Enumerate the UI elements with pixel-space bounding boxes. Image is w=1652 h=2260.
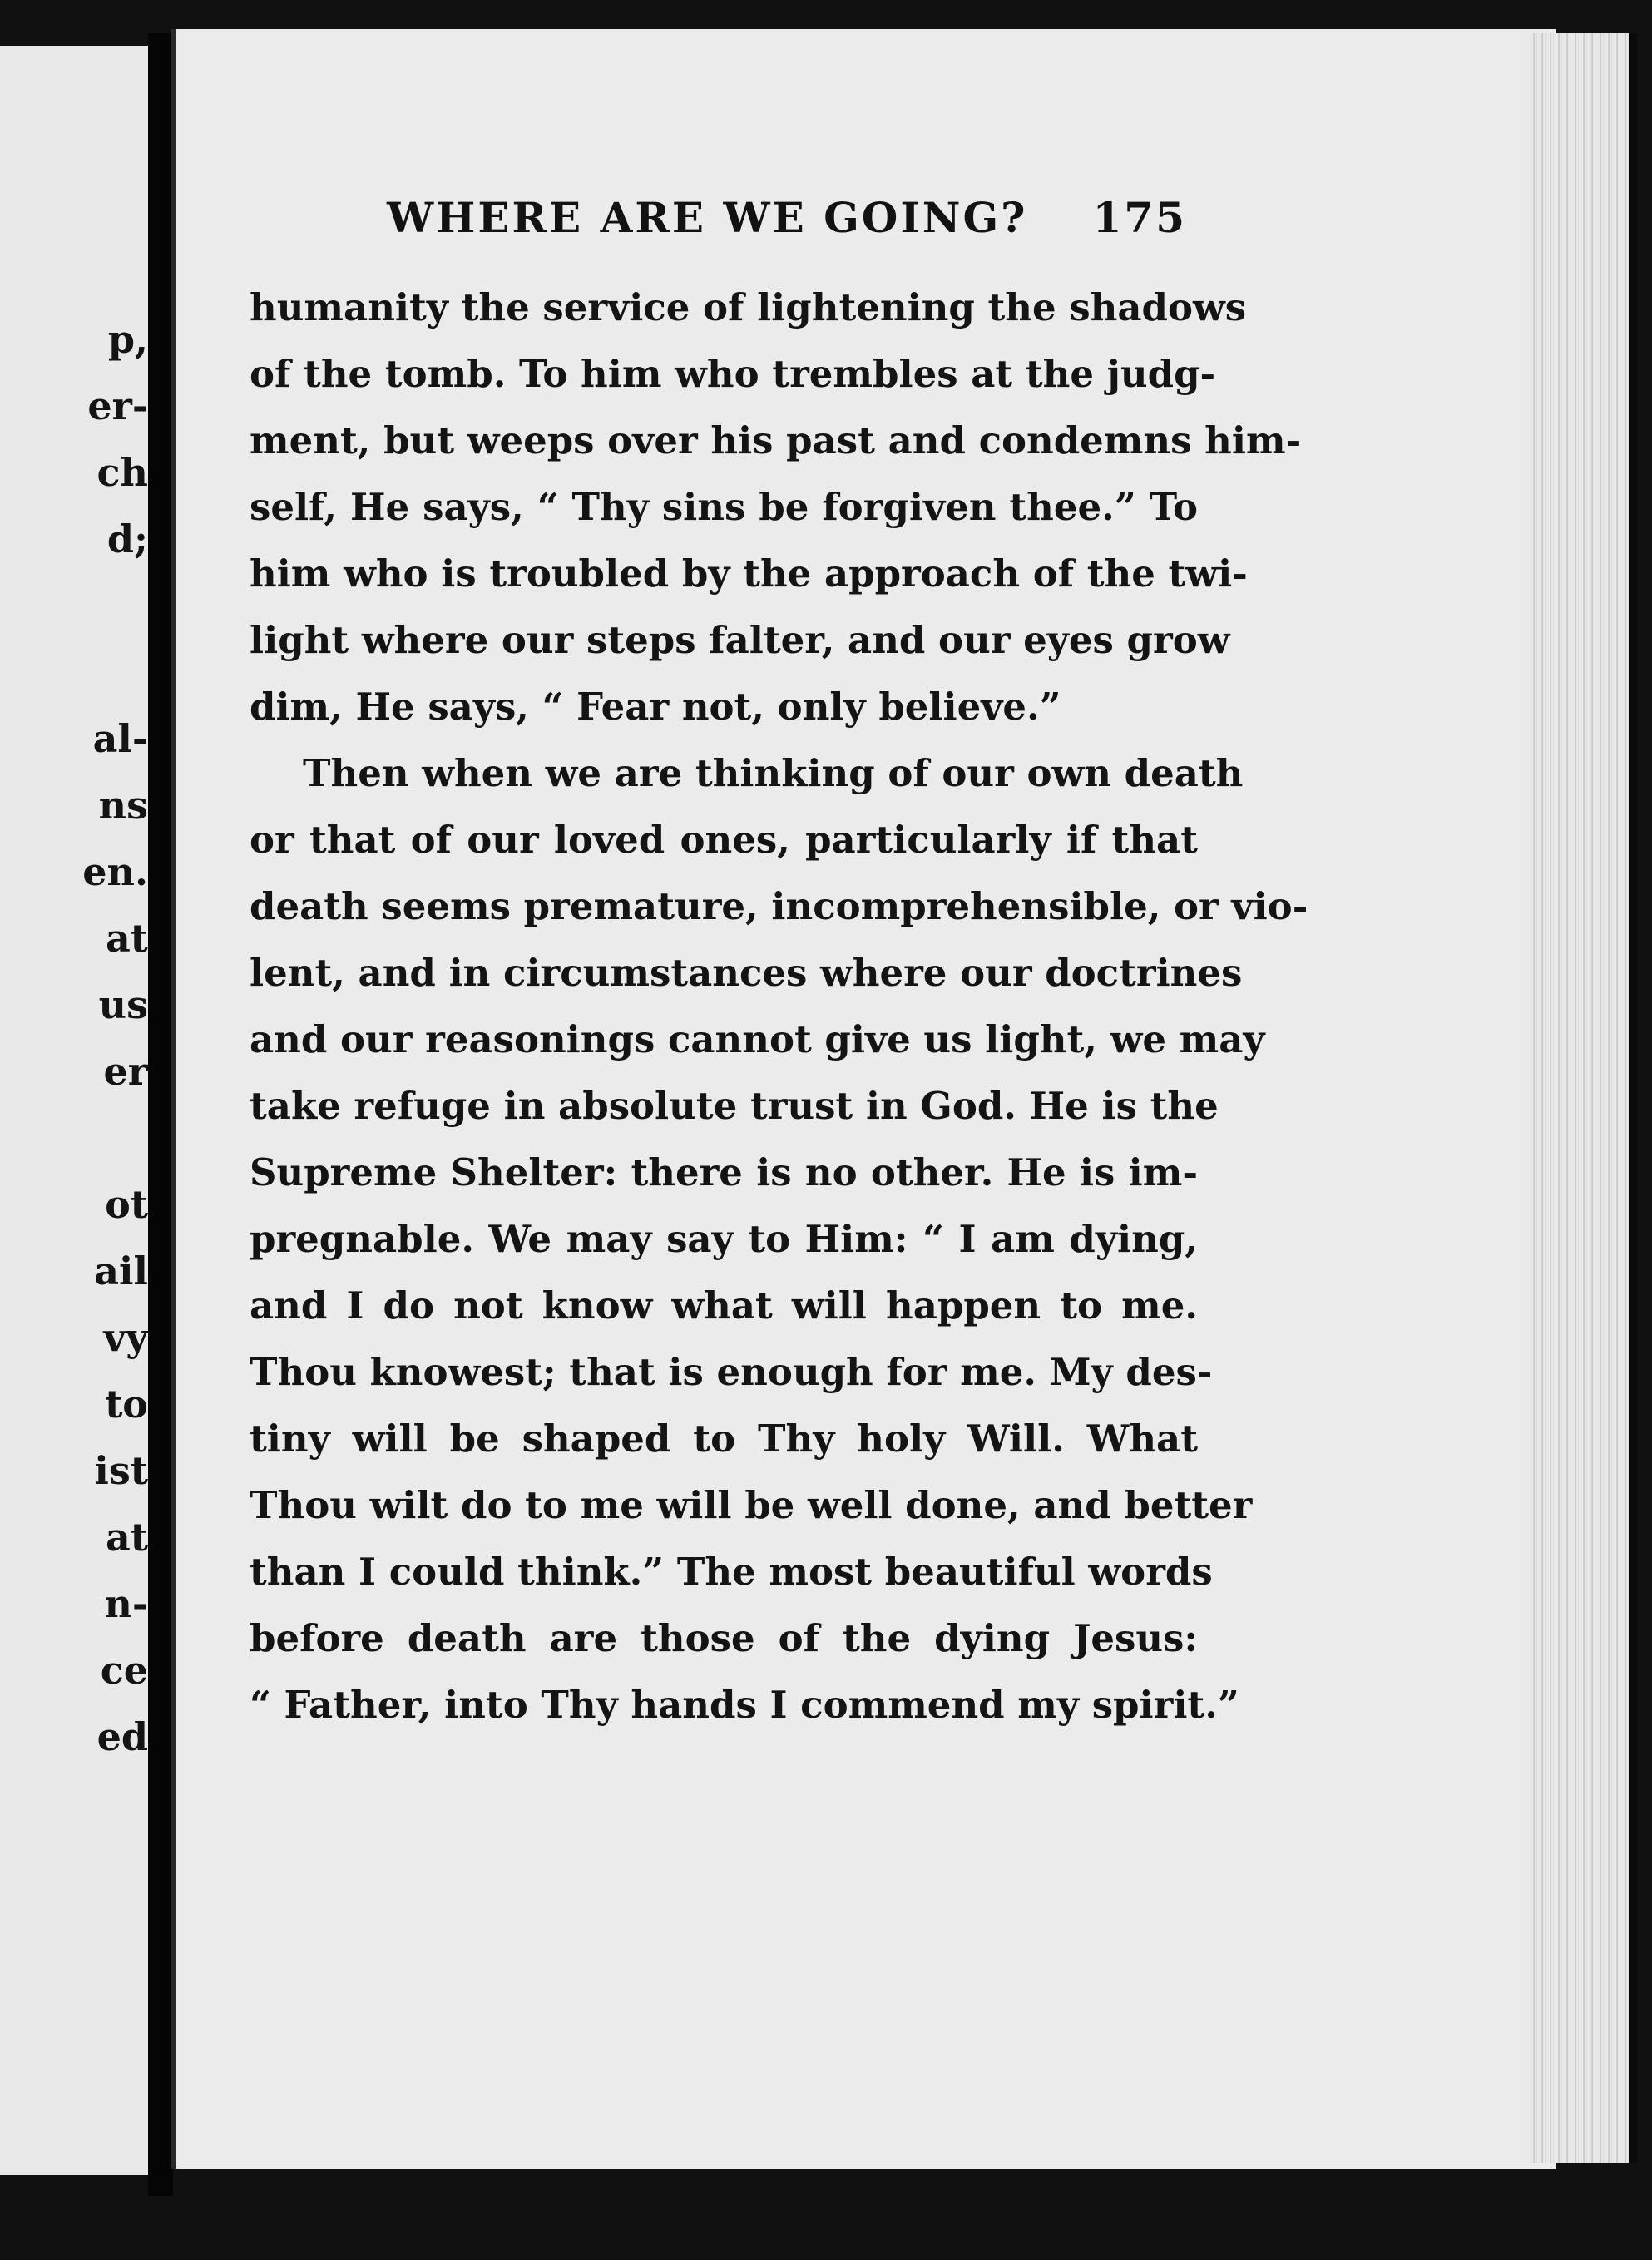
page-edges [1529, 33, 1637, 2163]
text-line: of the tomb. To him who trembles at the judg- [250, 352, 1216, 396]
text-line: than I could think.” The most beautiful words [250, 1550, 1213, 1594]
text-line: death seems premature, incomprehensible, or vio- [250, 884, 1308, 928]
left-fragment: er [103, 1049, 148, 1094]
text-line: or that of our loved ones, particularly if that [250, 818, 1198, 862]
text-line: before death are those of the dying Jesus: [250, 1616, 1198, 1660]
text-line: and our reasonings cannot give us light, we may [250, 1017, 1265, 1061]
book-gutter [148, 33, 173, 2196]
text-line: take refuge in absolute trust in God. He is the [250, 1084, 1219, 1128]
left-fragment: al- [92, 716, 148, 761]
left-fragment: us [98, 982, 148, 1027]
left-fragment: d; [106, 517, 148, 561]
text-line: humanity the service of lightening the shadows [250, 285, 1247, 329]
text-line: Thou knowest; that is enough for me. My des- [250, 1350, 1213, 1394]
left-fragment: ist [94, 1448, 148, 1493]
running-head-title: WHERE ARE WE GOING? [387, 193, 1028, 242]
text-line: him who is troubled by the approach of the twi- [250, 551, 1248, 596]
left-fragment: n- [104, 1581, 148, 1626]
left-fragment: ch [96, 450, 148, 495]
text-line: and I do not know what will happen to me. [250, 1283, 1198, 1328]
left-page [0, 46, 148, 2175]
left-fragment: en. [82, 849, 148, 894]
text-line: light where our steps falter, and our eyes grow [250, 618, 1230, 662]
left-fragment: ed [96, 1714, 148, 1759]
text-line: ment, but weeps over his past and condemns him- [250, 418, 1302, 462]
paragraph-2 [250, 740, 1308, 1738]
text-line: “ Father, into Thy hands I commend my spirit.” [250, 1683, 1239, 1727]
text-line: self, He says, “ Thy sins be forgiven thee.” To [250, 485, 1198, 529]
body-text [250, 274, 1308, 1738]
page-number: 175 [1092, 193, 1187, 242]
text-line: Thou wilt do to me will be well done, and better [250, 1483, 1253, 1527]
left-fragment: vy [103, 1315, 148, 1360]
left-fragment: at [105, 916, 148, 961]
left-fragment: ns [98, 783, 148, 828]
text-line: lent, and in circumstances where our doctrines [250, 951, 1243, 995]
left-fragment: ail [94, 1249, 148, 1293]
text-line: pregnable. We may say to Him: “ I am dying, [250, 1217, 1198, 1261]
left-fragment: er- [87, 383, 148, 428]
text-line: Then when we are thinking of our own death [303, 751, 1244, 795]
left-fragment: ce [100, 1648, 148, 1693]
paragraph-1 [250, 274, 1302, 740]
running-head [387, 193, 1187, 251]
text-line: Supreme Shelter: there is no other. He is im- [250, 1150, 1198, 1194]
left-fragment: at [105, 1515, 148, 1560]
left-fragment: ot [105, 1182, 148, 1227]
left-fragment: to [105, 1382, 148, 1427]
text-line: dim, He says, “ Fear not, only believe.” [250, 685, 1061, 729]
left-fragment: p, [107, 317, 148, 362]
text-line: tiny will be shaped to Thy holy Will. What [250, 1417, 1198, 1461]
